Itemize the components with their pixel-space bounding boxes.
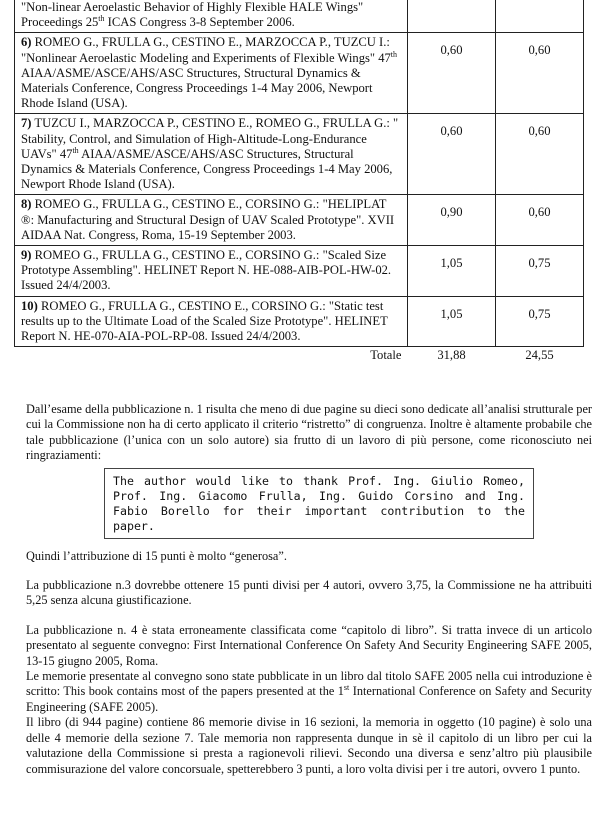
publication-cell (15, 0, 408, 33)
score-cell-1 (408, 0, 496, 33)
table-row (15, 114, 584, 195)
publication-cell (15, 296, 408, 347)
score-cell-1: 1,05 (408, 246, 496, 297)
publication-text: TUZCU I., MARZOCCA P., CESTINO E., ROMEO G., FRULLA G.: " Stability, Control, and Simulation of High-Altitude-Long-Endurance UAVs" 47 (21, 116, 399, 161)
publication-text: ROMEO G., FRULLA G., CESTINO E., MARZOCCA P., TUZCU I.: "Nonlinear Aeroelastic Modeling and Experiments of Flexible Wings" 47 (21, 35, 391, 65)
publication-number: 7) (21, 116, 32, 131)
table-row (15, 0, 584, 33)
paragraph-5-text: Le memorie presentate al convegno sono state pubblicate in un libro dal titolo SAFE 2005 nella cui introduzione è scritto: This book contains most of the papers presented at the 1 (26, 669, 592, 699)
superscript: th (72, 145, 79, 155)
paragraph-5 (26, 669, 592, 715)
score-cell-2 (496, 0, 584, 33)
total-value-1: 31,88 (437, 348, 466, 363)
total-row (15, 347, 584, 366)
paragraph-5-text-continued: International Conference on Safety and Security Engineering (SAFE 2005). (26, 684, 592, 714)
publication-text: "Non-linear Aeroelastic Behavior of Highly Flexible HALE Wings" Proceedings 25 (21, 0, 364, 30)
publication-text: ROMEO G., FRULLA G., CESTINO E., CORSINO G.: "Static test results up to the Ultimate Load of the Scaled Size Prototype". HELINET Report N. HE-070-AIA-POL-RP-08. Issued 24/4/2003. (21, 298, 388, 344)
score-cell-2: 0,75 (496, 296, 584, 347)
publication-number: 8) (21, 197, 32, 212)
publication-cell (15, 114, 408, 195)
publication-number: 6) (21, 35, 32, 50)
publication-text: ROMEO G., FRULLA G., CESTINO E., CORSINO G.: "Scaled Size Prototype Assembling". HELINET Report N. HE-088-AIB-POL-HW-02. Issued 24/4/2003. (21, 248, 392, 293)
paragraph-6: Il libro (di 944 pagine) contiene 86 memorie divise in 16 sezioni, la memoria in oggetto (10 pagine) è solo una delle 4 memorie della sezione 7. Tale memoria non rappresenta dunque in sè il capitolo di un libro per cui la valutazione della Commissione si presta a ragionevoli rilievi. Secondo una diversa e senz’altro più plausibile commisurazione del valore concorsuale, spetterebbero 3 punti, a loro volta divisi per i tre autori, ovvero 1 punto. (26, 715, 592, 776)
score-cell-1: 0,90 (408, 195, 496, 246)
score-cell-1: 0,60 (408, 33, 496, 114)
publication-cell (15, 195, 408, 246)
paragraph-3: La pubblicazione n.3 dovrebbe ottenere 15 punti divisi per 4 autori, ovvero 3,75, la Commissione ne ha attribuiti 5,25 senza alcuna giustificazione. (26, 578, 592, 608)
acknowledgement-quote: The author would like to thank Prof. Ing. Giulio Romeo, Prof. Ing. Giacomo Frulla, Ing. Guido Corsino and Ing. Fabio Borello for their important contribution to the paper. (104, 468, 534, 539)
publication-cell (15, 33, 408, 114)
paragraph-1: Dall’esame della pubblicazione n. 1 risulta che meno di due pagine su dieci sono dedicate all’analisi strutturale per cui la Commissione non ha di certo applicato il criterio “ristretto” di congruenza. Inoltre è altamente probabile che tale pubblicazione (l’unica con un solo autore) sia frutto di un lavoro di più persone, come riconosciuto nei ringraziamenti: (26, 402, 592, 463)
superscript: th (390, 49, 398, 59)
publication-text-continued: AIAA/ASME/ASCE/AHS/ASC Structures, Structural Dynamics & Materials Conference, Congress Proceedings 1-4 May 2006, Newport Rhode Island (USA). (21, 146, 393, 192)
publication-text: ROMEO G., FRULLA G., CESTINO E., CORSINO G.: "HELIPLAT ®: Manufacturing and Structural Design of UAV Scaled Prototype". XVII AIDAA Nat. Congress, Roma, 15-19 September 2003. (21, 197, 395, 242)
score-cell-2: 0,60 (496, 114, 584, 195)
paragraph-2: Quindi l’attribuzione di 15 punti è molto “generosa”. (26, 548, 287, 563)
total-label: Totale (370, 348, 402, 363)
table-row (15, 33, 584, 114)
paragraph-4: La pubblicazione n. 4 è stata erroneamente classificata come “capitolo di libro”. Si tratta invece di un articolo presentato al seguente convegno: First International Conference On Safety And Security Engineering SAFE 2005, 13-15 giugno 2005, Roma. (26, 622, 592, 668)
table-row (15, 246, 584, 297)
publications-table (14, 0, 584, 365)
publication-number: 9) (21, 248, 32, 263)
score-cell-2: 0,60 (496, 33, 584, 114)
superscript: th (98, 14, 105, 24)
body-text (26, 402, 592, 777)
total-value-2: 24,55 (525, 348, 554, 363)
score-cell-1: 0,60 (408, 114, 496, 195)
superscript: st (343, 683, 350, 693)
table-row (15, 195, 584, 246)
publication-text-continued: ICAS Congress 3-8 September 2006. (104, 15, 295, 30)
score-cell-2: 0,60 (496, 195, 584, 246)
table-row (15, 296, 584, 347)
score-cell-1: 1,05 (408, 296, 496, 347)
score-cell-2: 0,75 (496, 246, 584, 297)
publication-cell (15, 246, 408, 297)
publication-text-continued: AIAA/ASME/ASCE/AHS/ASC Structures, Structural Dynamics & Materials Conference, Congress Proceedings 1-4 May 2006, Newport Rhode Island (USA). (21, 65, 373, 111)
publication-number: 10) (21, 298, 38, 313)
